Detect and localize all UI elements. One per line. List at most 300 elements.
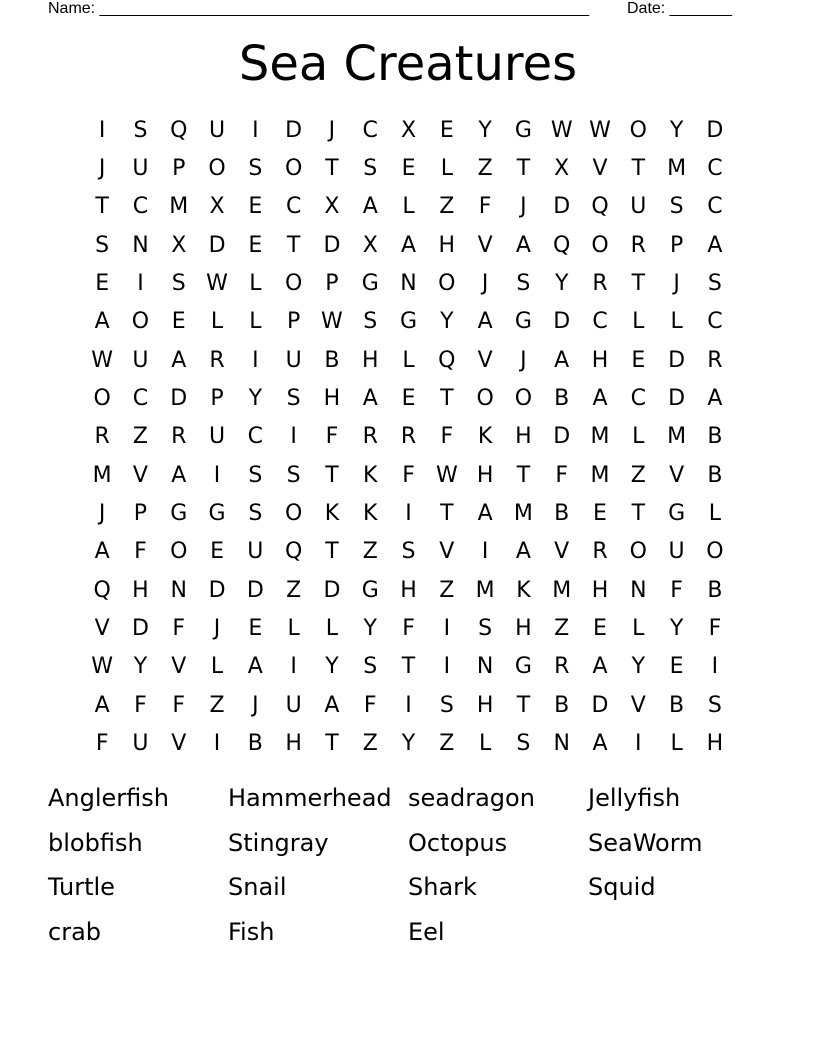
grid-letter: Q	[284, 539, 303, 565]
grid-letter: A	[362, 194, 378, 220]
grid-letter: D	[285, 117, 303, 143]
grid-letter: A	[477, 501, 493, 527]
grid-letter: J	[673, 271, 680, 297]
grid-letter: O	[284, 501, 303, 527]
word-list-item: Turtle	[48, 873, 115, 902]
header-line	[48, 0, 768, 20]
grid-letter: D	[553, 424, 571, 450]
name-field[interactable]: Name: _______________________________________________________	[48, 0, 589, 17]
grid-letter: D	[323, 577, 341, 603]
grid-letter: I	[290, 424, 297, 450]
grid-letter: J	[520, 347, 527, 373]
grid-letter: C	[362, 117, 378, 143]
grid-letter: V	[592, 156, 608, 182]
word-list-item: Hammerhead	[228, 784, 392, 813]
grid-letter: B	[247, 731, 263, 757]
grid-letter: H	[476, 462, 494, 488]
grid-letter: R	[400, 424, 417, 450]
grid-letter: O	[131, 309, 150, 335]
grid-letter: N	[400, 271, 417, 297]
grid-letter: B	[707, 424, 723, 450]
grid-letter: M	[169, 194, 189, 220]
grid-letter: N	[630, 577, 647, 603]
grid-letter: C	[247, 424, 264, 450]
grid-letter: Z	[554, 616, 570, 642]
grid-letter: A	[324, 692, 340, 718]
word-list-item: seadragon	[408, 784, 535, 813]
grid-letter: L	[632, 616, 645, 642]
word-list	[48, 776, 768, 954]
grid-letter: A	[171, 462, 187, 488]
grid-letter: Z	[132, 424, 148, 450]
grid-letter: B	[707, 577, 723, 603]
grid-letter: O	[170, 539, 188, 565]
word-list-item: Octopus	[408, 828, 508, 857]
grid-letter: B	[554, 386, 570, 412]
grid-letter: L	[249, 309, 262, 335]
grid-letter: U	[208, 117, 226, 143]
grid-letter: H	[515, 424, 532, 450]
grid-letter: V	[477, 232, 493, 258]
grid-letter: A	[515, 232, 531, 258]
grid-letter: K	[324, 501, 340, 527]
grid-letter: V	[669, 462, 685, 488]
grid-letter: T	[516, 692, 531, 718]
grid-letter: D	[131, 616, 149, 642]
grid-letter: F	[670, 577, 683, 603]
grid-letter: I	[443, 654, 451, 680]
grid-letter: Y	[669, 616, 684, 642]
grid-letter: C	[592, 309, 608, 335]
grid-letter: G	[514, 654, 532, 680]
grid-letter: S	[286, 386, 301, 412]
grid-letter: N	[476, 654, 494, 680]
grid-letter: S	[363, 156, 378, 182]
grid-letter: D	[706, 117, 724, 143]
grid-letter: F	[325, 424, 339, 450]
grid-letter: I	[98, 117, 106, 143]
grid-letter: M	[590, 424, 610, 450]
grid-letter: K	[363, 462, 378, 488]
grid-letter: U	[285, 692, 302, 718]
grid-letter: B	[554, 501, 570, 527]
grid-letter: J	[481, 271, 489, 297]
grid-letter: A	[515, 539, 531, 565]
grid-letter: S	[133, 117, 148, 143]
grid-letter: R	[171, 424, 187, 450]
grid-letter: M	[667, 156, 687, 182]
grid-letter: R	[209, 347, 225, 373]
grid-letter: H	[591, 577, 609, 603]
grid-letter: T	[325, 156, 339, 182]
grid-letter: D	[208, 232, 226, 258]
grid-letter: W	[435, 462, 458, 488]
grid-letter: U	[285, 347, 302, 373]
grid-letter: Q	[93, 577, 111, 603]
grid-letter: Z	[477, 156, 493, 182]
word-list-item: blobfish	[48, 828, 143, 857]
grid-letter: E	[210, 539, 224, 565]
grid-letter: T	[516, 462, 531, 488]
grid-letter: O	[476, 386, 494, 412]
grid-letter: G	[668, 501, 686, 527]
grid-letter: R	[592, 539, 608, 565]
grid-letter: X	[209, 194, 225, 220]
grid-letter: Z	[286, 577, 302, 603]
grid-letter: S	[669, 194, 684, 220]
grid-letter: E	[669, 654, 684, 680]
word-list-item: Shark	[408, 873, 477, 902]
grid-letter: K	[363, 501, 378, 527]
grid-letter: R	[94, 424, 110, 450]
grid-letter: H	[361, 347, 379, 373]
grid-letter: R	[707, 347, 723, 373]
grid-letter: Y	[363, 616, 377, 642]
grid-letter: B	[707, 462, 723, 488]
grid-letter: L	[440, 156, 453, 182]
grid-letter: E	[439, 117, 454, 143]
grid-letter: G	[170, 501, 188, 527]
grid-letter: C	[707, 309, 723, 335]
word-list-item: Snail	[228, 873, 287, 902]
grid-letter: H	[285, 731, 302, 757]
grid-letter: F	[402, 616, 415, 642]
grid-letter: T	[631, 271, 646, 297]
grid-letter: B	[554, 692, 570, 718]
grid-letter: I	[443, 616, 451, 642]
grid-letter: I	[213, 731, 221, 757]
grid-letter: L	[670, 731, 683, 757]
grid-letter: Y	[325, 654, 339, 680]
grid-letter: O	[208, 156, 226, 182]
grid-letter: O	[591, 232, 609, 258]
grid-letter: S	[439, 692, 454, 718]
grid-letter: T	[325, 731, 339, 757]
grid-letter: E	[248, 194, 263, 220]
grid-letter: M	[92, 462, 112, 488]
grid-letter: P	[133, 501, 148, 527]
grid-letter: D	[591, 692, 609, 718]
grid-letter: G	[514, 117, 532, 143]
grid-letter: I	[481, 539, 489, 565]
grid-letter: O	[514, 386, 533, 412]
grid-letter: A	[707, 232, 723, 258]
grid-letter: D	[668, 386, 686, 412]
grid-letter: L	[708, 501, 722, 527]
grid-letter: V	[554, 539, 570, 565]
grid-letter: A	[94, 539, 110, 565]
grid-letter: P	[669, 232, 684, 258]
grid-letter: D	[246, 577, 264, 603]
grid-letter: O	[93, 386, 111, 412]
grid-letter: V	[171, 654, 187, 680]
grid-letter: H	[591, 347, 609, 373]
grid-letter: U	[247, 539, 264, 565]
grid-letter: H	[400, 577, 417, 603]
grid-letter: S	[707, 271, 722, 297]
grid-letter: F	[172, 692, 186, 718]
grid-letter: R	[362, 424, 378, 450]
grid-letter: O	[629, 117, 647, 143]
grid-letter: J	[98, 156, 106, 182]
grid-letter: A	[362, 386, 378, 412]
grid-letter: Y	[133, 654, 148, 680]
grid-letter: G	[514, 309, 532, 335]
grid-letter: T	[440, 501, 454, 527]
grid-letter: I	[405, 692, 412, 718]
grid-letter: E	[248, 616, 263, 642]
grid-letter: J	[328, 117, 336, 143]
grid-letter: Z	[439, 577, 455, 603]
grid-letter: X	[400, 117, 417, 143]
grid-letter: V	[94, 616, 110, 642]
grid-letter: I	[137, 271, 144, 297]
grid-letter: J	[252, 692, 259, 718]
grid-letter: T	[440, 386, 454, 412]
grid-letter: F	[478, 194, 492, 220]
grid-letter: M	[475, 577, 495, 603]
grid-letter: M	[590, 462, 610, 488]
grid-letter: C	[630, 386, 646, 412]
grid-letter: H	[323, 386, 341, 412]
grid-letter: F	[363, 692, 377, 718]
grid-letter: Q	[553, 232, 571, 258]
grid-letter: A	[592, 386, 608, 412]
grid-letter: E	[401, 156, 416, 182]
grid-letter: P	[286, 309, 301, 335]
grid-letter: L	[402, 347, 415, 373]
grid-letter: U	[132, 731, 149, 757]
grid-letter: G	[361, 271, 379, 297]
grid-letter: N	[132, 232, 149, 258]
grid-letter: O	[438, 271, 456, 297]
grid-letter: U	[668, 539, 685, 565]
grid-letter: A	[554, 347, 570, 373]
grid-letter: O	[706, 539, 724, 565]
grid-letter: R	[554, 654, 570, 680]
grid-letter: Z	[362, 539, 378, 565]
grid-letter: V	[630, 692, 646, 718]
grid-letter: A	[94, 309, 110, 335]
grid-letter: T	[325, 462, 339, 488]
grid-letter: E	[171, 309, 186, 335]
grid-letter: V	[477, 347, 493, 373]
word-list-item: SeaWorm	[588, 828, 703, 857]
grid-letter: P	[172, 156, 186, 182]
grid-letter: S	[478, 616, 493, 642]
grid-letter: G	[208, 501, 226, 527]
grid-letter: F	[402, 462, 415, 488]
word-list-item: Anglerfish	[48, 784, 169, 813]
grid-letter: J	[520, 194, 527, 220]
grid-letter: S	[248, 462, 263, 488]
grid-letter: N	[553, 731, 570, 757]
grid-letter: V	[171, 731, 187, 757]
grid-letter: A	[707, 386, 723, 412]
word-list-item: Fish	[228, 918, 275, 947]
grid-letter: X	[171, 232, 187, 258]
grid-letter: V	[439, 539, 455, 565]
grid-letter: Y	[440, 309, 454, 335]
grid-letter: Y	[554, 271, 569, 297]
grid-letter: L	[632, 424, 645, 450]
grid-letter: F	[134, 692, 147, 718]
grid-letter: T	[631, 156, 646, 182]
grid-letter: W	[206, 271, 228, 297]
grid-letter: G	[361, 577, 379, 603]
grid-letter: E	[95, 271, 110, 297]
grid-letter: B	[669, 692, 685, 718]
grid-letter: Y	[631, 654, 646, 680]
grid-letter: W	[91, 654, 114, 680]
grid-letter: D	[553, 309, 571, 335]
grid-letter: I	[252, 347, 259, 373]
grid-letter: C	[132, 386, 149, 412]
grid-letter: F	[172, 616, 186, 642]
grid-letter: L	[210, 309, 224, 335]
grid-letter: M	[513, 501, 533, 527]
grid-letter: L	[325, 616, 339, 642]
grid-letter: I	[290, 654, 297, 680]
grid-letter: F	[555, 462, 569, 488]
letter-grid	[83, 111, 733, 763]
grid-letter: Z	[439, 194, 455, 220]
grid-letter: A	[247, 654, 263, 680]
grid-letter: M	[667, 424, 687, 450]
grid-letter: O	[629, 539, 647, 565]
grid-letter: Y	[401, 731, 416, 757]
grid-letter: A	[592, 654, 608, 680]
grid-letter: I	[405, 501, 412, 527]
grid-letter: T	[516, 156, 531, 182]
grid-letter: L	[249, 271, 262, 297]
grid-letter: H	[132, 577, 149, 603]
word-list-item: Jellyfish	[588, 784, 681, 813]
grid-letter: D	[170, 386, 188, 412]
grid-letter: F	[440, 424, 454, 450]
grid-letter: N	[170, 577, 187, 603]
grid-letter: S	[363, 654, 378, 680]
grid-letter: V	[132, 462, 148, 488]
grid-letter: W	[321, 309, 343, 335]
date-field[interactable]: Date: _______	[627, 0, 732, 17]
grid-letter: H	[438, 232, 456, 258]
grid-letter: X	[324, 194, 340, 220]
grid-letter: Z	[439, 731, 455, 757]
grid-letter: O	[284, 156, 303, 182]
grid-letter: D	[553, 194, 571, 220]
grid-letter: S	[248, 156, 263, 182]
grid-letter: I	[213, 462, 221, 488]
grid-letter: T	[95, 194, 109, 220]
grid-letter: J	[213, 616, 221, 642]
grid-letter: S	[707, 692, 722, 718]
grid-letter: Z	[630, 462, 646, 488]
grid-letter: P	[325, 271, 339, 297]
grid-letter: A	[400, 232, 417, 258]
grid-letter: K	[516, 577, 531, 603]
grid-letter: E	[593, 616, 607, 642]
grid-letter: H	[706, 731, 724, 757]
grid-letter: S	[363, 309, 378, 335]
grid-letter: Z	[362, 731, 378, 757]
grid-letter: S	[516, 271, 531, 297]
grid-letter: C	[707, 194, 723, 220]
grid-letter: Y	[248, 386, 263, 412]
grid-letter: M	[552, 577, 572, 603]
grid-letter: C	[707, 156, 723, 182]
grid-letter: T	[286, 232, 301, 258]
page-title: Sea Creatures	[238, 36, 578, 92]
grid-letter: F	[134, 539, 147, 565]
grid-letter: P	[210, 386, 224, 412]
grid-letter: L	[210, 654, 224, 680]
grid-letter: S	[248, 501, 263, 527]
grid-letter: J	[98, 501, 106, 527]
grid-letter: K	[477, 424, 493, 450]
grid-letter: T	[401, 654, 416, 680]
grid-letter: I	[711, 654, 719, 680]
grid-letter: Y	[669, 117, 684, 143]
grid-letter: L	[402, 194, 415, 220]
grid-letter: D	[668, 347, 686, 373]
grid-letter: U	[630, 194, 647, 220]
grid-letter: L	[670, 309, 683, 335]
word-list-item: Stingray	[228, 828, 329, 857]
grid-letter: Q	[591, 194, 609, 220]
grid-letter: O	[284, 271, 303, 297]
grid-letter: W	[550, 117, 573, 143]
grid-letter: X	[362, 232, 378, 258]
grid-letter: S	[516, 731, 531, 757]
grid-letter: H	[476, 692, 494, 718]
grid-letter: A	[477, 309, 493, 335]
grid-letter: Y	[478, 117, 492, 143]
grid-letter: S	[95, 232, 110, 258]
grid-letter: C	[132, 194, 149, 220]
grid-letter: T	[325, 539, 339, 565]
grid-letter: G	[399, 309, 418, 335]
grid-letter: A	[94, 692, 110, 718]
grid-letter: B	[324, 347, 340, 373]
grid-letter: T	[631, 501, 646, 527]
grid-letter: Q	[170, 117, 188, 143]
grid-letter: R	[592, 271, 608, 297]
grid-letter: D	[208, 577, 226, 603]
grid-letter: X	[554, 156, 570, 182]
grid-letter: I	[635, 731, 642, 757]
grid-letter: I	[252, 117, 259, 143]
grid-letter: A	[592, 731, 608, 757]
word-list-item: Eel	[408, 918, 445, 947]
word-list-item: Squid	[588, 873, 656, 902]
grid-letter: U	[208, 424, 226, 450]
grid-letter: S	[171, 271, 186, 297]
grid-letter: S	[286, 462, 301, 488]
grid-letter: W	[91, 347, 114, 373]
word-list-item: crab	[48, 918, 102, 947]
grid-letter: Z	[209, 692, 225, 718]
grid-letter: L	[632, 309, 645, 335]
grid-letter: D	[323, 232, 341, 258]
grid-letter: S	[401, 539, 416, 565]
grid-letter: W	[589, 117, 611, 143]
grid-letter: U	[132, 347, 149, 373]
grid-letter: E	[631, 347, 646, 373]
grid-letter: H	[515, 616, 532, 642]
grid-letter: E	[593, 501, 607, 527]
grid-letter: A	[171, 347, 187, 373]
